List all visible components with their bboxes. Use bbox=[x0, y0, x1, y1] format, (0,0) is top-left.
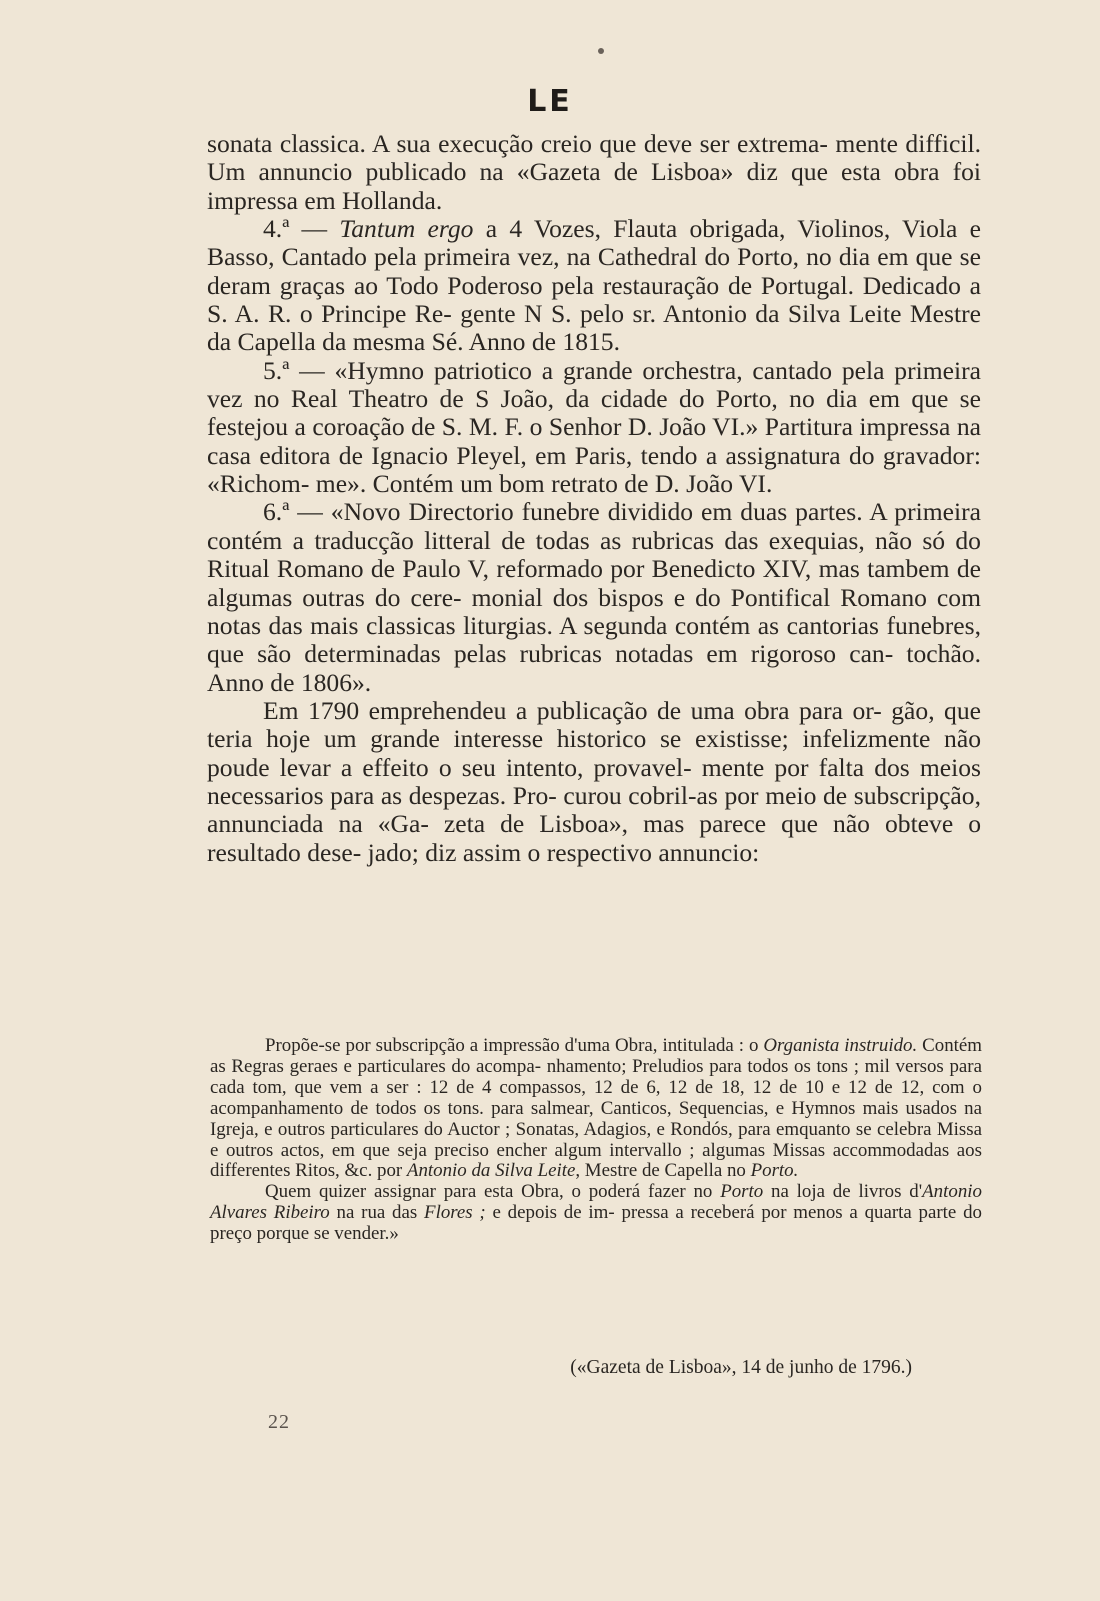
text-line: A primeira contém a traducção litteral de todas as rubricas bbox=[207, 497, 981, 555]
text-line: Porto, no dia em que se deram graças ao Todo Poderoso pela bbox=[207, 242, 981, 300]
place-name: Porto bbox=[720, 1181, 764, 1203]
paragraph-2 bbox=[207, 215, 981, 357]
text-line: aos differentes Ritos, &c. por bbox=[210, 1139, 982, 1182]
work-title: Tantum ergo bbox=[339, 214, 474, 244]
text-line: Contém as Regras geraes e particulares do acompa- bbox=[210, 1035, 982, 1077]
text-line: diz que esta obra foi impressa em Hollanda. bbox=[207, 157, 981, 215]
text-line: me». Contém um bom retrato de D. João VI. bbox=[315, 469, 773, 499]
bookseller-name: Antonio Alvares Ribeiro bbox=[210, 1181, 982, 1224]
text-line: infelizmente não poude levar a effeito o seu intento, provavel- bbox=[207, 724, 981, 782]
item-number: 4.ª — bbox=[263, 214, 340, 244]
text-line: que seja preciso encher algum intervallo ; algumas Missas accommodadas bbox=[362, 1139, 950, 1161]
author-name: Antonio da Silva Leite bbox=[406, 1160, 576, 1182]
paragraph-5 bbox=[207, 697, 981, 867]
text-line: e Hymnos mais usados na Igreja, e outros particulares do Auctor ; Sonatas, bbox=[210, 1097, 982, 1140]
text-line: pressa a receberá por menos a quarta parte do preço porque se vender.» bbox=[210, 1202, 982, 1245]
text-line: gente N S. pelo sr. Antonio da Silva Leite Mestre da Capella bbox=[207, 299, 981, 357]
text-line: loja de livros d' bbox=[796, 1181, 923, 1203]
quoted-announcement bbox=[210, 1036, 982, 1245]
text-line: curou cobril-as por meio de subscripção, annunciada na «Ga- bbox=[207, 780, 981, 839]
ink-spot bbox=[598, 48, 604, 54]
text-line: no bbox=[726, 1160, 751, 1182]
text-line: Quem quizer assignar para esta Obra, o poderá fazer no bbox=[265, 1181, 721, 1203]
work-title: Organista instruido. bbox=[763, 1035, 918, 1056]
text-line: mente difficil. Um annuncio publicado na «Gazeta de Lisboa» bbox=[207, 129, 982, 187]
text-line: por Benedicto XIV, mas tambem de algumas outras do cere- bbox=[207, 554, 981, 612]
text-line: sonata classica. A sua execução creio que deve ser extrema- bbox=[207, 129, 828, 158]
place-name: Porto. bbox=[750, 1160, 799, 1182]
text-line: na rua das bbox=[329, 1202, 425, 1224]
paragraph-1 bbox=[207, 130, 981, 215]
text-line: primeira vez no Real Theatro de S João, da cidade do Porto, bbox=[207, 355, 981, 414]
text-line: Pleyel, em Paris, tendo a assignatura do gravador: «Richom- bbox=[207, 440, 981, 499]
text-line: tochão. Anno de 1806». bbox=[207, 639, 981, 697]
text-line: Propõe-se por subscripção a impressão d'uma Obra, intitulada : o bbox=[265, 1035, 764, 1056]
text-line: o acompanhamento de todos os tons. para salmear, Canticos, Sequencias, bbox=[210, 1076, 982, 1119]
text-line: jado; diz assim o respectivo annuncio: bbox=[367, 837, 760, 867]
citation: («Gazeta de Lisboa», 14 de junho de 1796.) bbox=[570, 1357, 912, 1378]
paragraph-4 bbox=[207, 498, 981, 696]
text-line: e depois de im- bbox=[485, 1202, 615, 1224]
text-line: , Mestre de Capella bbox=[575, 1160, 723, 1182]
text-line: Em 1790 emprehendeu a publicação de uma obra para or- bbox=[263, 695, 882, 725]
street-name: Flores ; bbox=[424, 1202, 486, 1224]
text-line: na bbox=[763, 1181, 789, 1203]
text-line: classicas liturgias. A segunda contém as cantorias funebres, bbox=[366, 610, 981, 640]
text-line: nhamento; Preludios para todos os tons ; mil versos para cada tom, que bbox=[210, 1055, 982, 1098]
text-line: 6.ª — «Novo Directorio funebre dividido em duas partes. bbox=[263, 497, 863, 527]
text-line: no dia em que se festejou a coroação de S. M. F. o Senhor bbox=[207, 384, 981, 442]
text-line: a 4 Vozes, Flauta obrigada, Violinos, bbox=[473, 214, 891, 244]
text-line: zeta de Lisboa», mas parece que não obteve o resultado dese- bbox=[207, 809, 981, 867]
text-line: Viola e Basso, Cantado pela primeira vez, na Cathedral do bbox=[207, 214, 981, 272]
running-head: LE bbox=[527, 84, 573, 119]
text-line: 5.ª — «Hymno patriotico a grande orchestra, cantado pela bbox=[263, 355, 885, 385]
announcement-paragraph-1 bbox=[210, 1036, 982, 1182]
text-line: restauração de Portugal. Dedicado a S. A. R. o Principe Re- bbox=[207, 270, 981, 329]
page-number: 22 bbox=[268, 1411, 290, 1433]
text-line: gão, que teria hoje um grande interesse historico se existisse; bbox=[207, 695, 981, 754]
text-line: que são determinadas pelas rubricas notadas em rigoroso can- bbox=[207, 639, 894, 669]
text-line: vem a ser : 12 de 4 compassos, 12 de 6, 12 de 18, 12 de 10 e 12 de 12, com bbox=[329, 1076, 965, 1098]
text-line: monial dos bispos e do Pontifical Romano com notas das mais bbox=[207, 582, 981, 640]
paragraph-3 bbox=[207, 357, 981, 499]
announcement-paragraph-2 bbox=[210, 1182, 982, 1245]
text-line: Adagios, e Rondós, para emquanto se celebra Missa e outros actos, em bbox=[210, 1118, 983, 1161]
text-line: D. João VI.» Partitura impressa na casa editora de Ignacio bbox=[207, 412, 982, 470]
main-text bbox=[207, 130, 981, 867]
text-line: das exequias, não só do Ritual Romano de Paulo V, reformado bbox=[207, 525, 981, 584]
text-line: da mesma Sé. Anno de 1815. bbox=[322, 327, 620, 357]
text-line: mente por falta dos meios necessarios para as despezas. Pro- bbox=[207, 752, 981, 810]
